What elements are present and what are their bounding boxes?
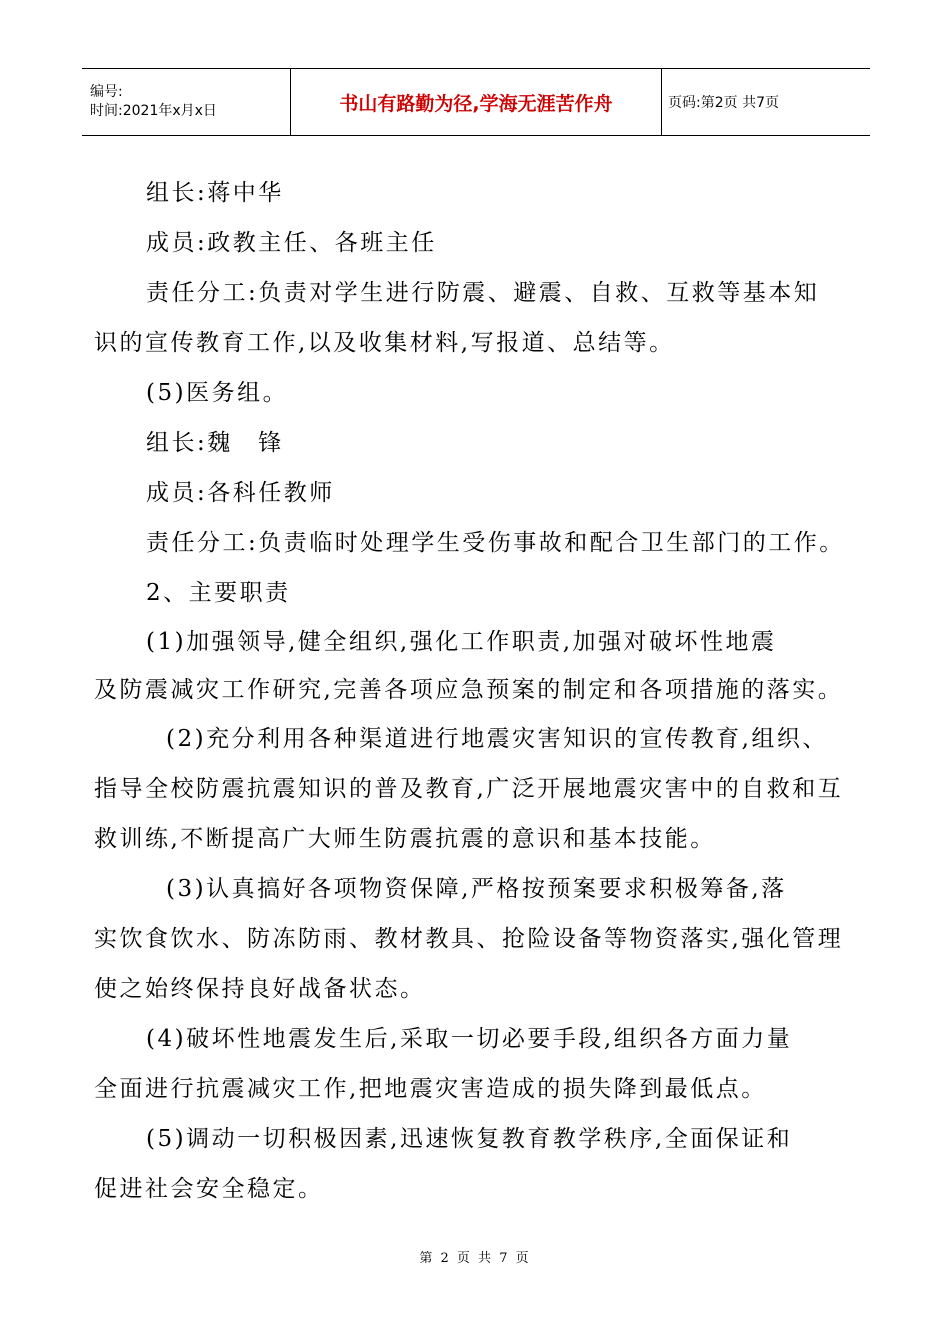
document-header [82,68,870,136]
paragraph: 责任分工:负责临时处理学生受伤事故和配合卫生部门的工作。 [146,530,845,556]
header-motto: 书山有路勤为径,学海无涯苦作舟 [291,69,662,136]
paragraph: (5)调动一切积极因素,迅速恢复教育教学秩序,全面保证和 [146,1126,793,1152]
document-number-label: 编号: [90,84,123,100]
paragraph: 救训练,不断提高广大师生防震抗震的意识和基本技能。 [94,826,716,852]
paragraph: 成员:各科任教师 [146,480,335,506]
paragraph: (3)认真搞好各项物资保障,严格按预案要求积极筹备,落 [166,876,787,902]
paragraph: 成员:政教主任、各班主任 [146,230,437,256]
header-meta-cell [82,69,291,136]
header-page-code: 页码:第2页 共7页 [662,69,871,136]
paragraph: 2、主要职责 [146,580,291,606]
paragraph: 责任分工:负责对学生进行防震、避震、自救、互救等基本知 [146,280,820,306]
paragraph: 使之始终保持良好战备状态。 [94,976,426,1002]
page-footer: 第 2 页 共 7 页 [419,1251,531,1266]
paragraph: (2)充分利用各种渠道进行地震灾害知识的宣传教育,组织、 [166,726,828,752]
paragraph: (4)破坏性地震发生后,采取一切必要手段,组织各方面力量 [146,1026,793,1052]
document-body [94,168,858,1214]
paragraph: 组长:蒋中华 [146,180,284,206]
paragraph: 促进社会安全稳定。 [94,1176,324,1202]
paragraph: (1)加强领导,健全组织,强化工作职责,加强对破坏性地震 [146,629,777,655]
document-date-label: 时间:2021年x月x日 [90,103,217,119]
paragraph: 组长:魏 锋 [146,430,284,456]
paragraph: 全面进行抗震减灾工作,把地震灾害造成的损失降到最低点。 [94,1076,767,1102]
paragraph: (5)医务组。 [146,380,289,406]
paragraph: 识的宣传教育工作,以及收集材料,写报道、总结等。 [94,330,675,356]
paragraph: 指导全校防震抗震知识的普及教育,广泛开展地震灾害中的自救和互 [94,776,844,802]
paragraph: 及防震减灾工作研究,完善各项应急预案的制定和各项措施的落实。 [94,677,844,703]
paragraph: 实饮食饮水、防冻防雨、教材教具、抢险设备等物资落实,强化管理 [94,926,844,952]
